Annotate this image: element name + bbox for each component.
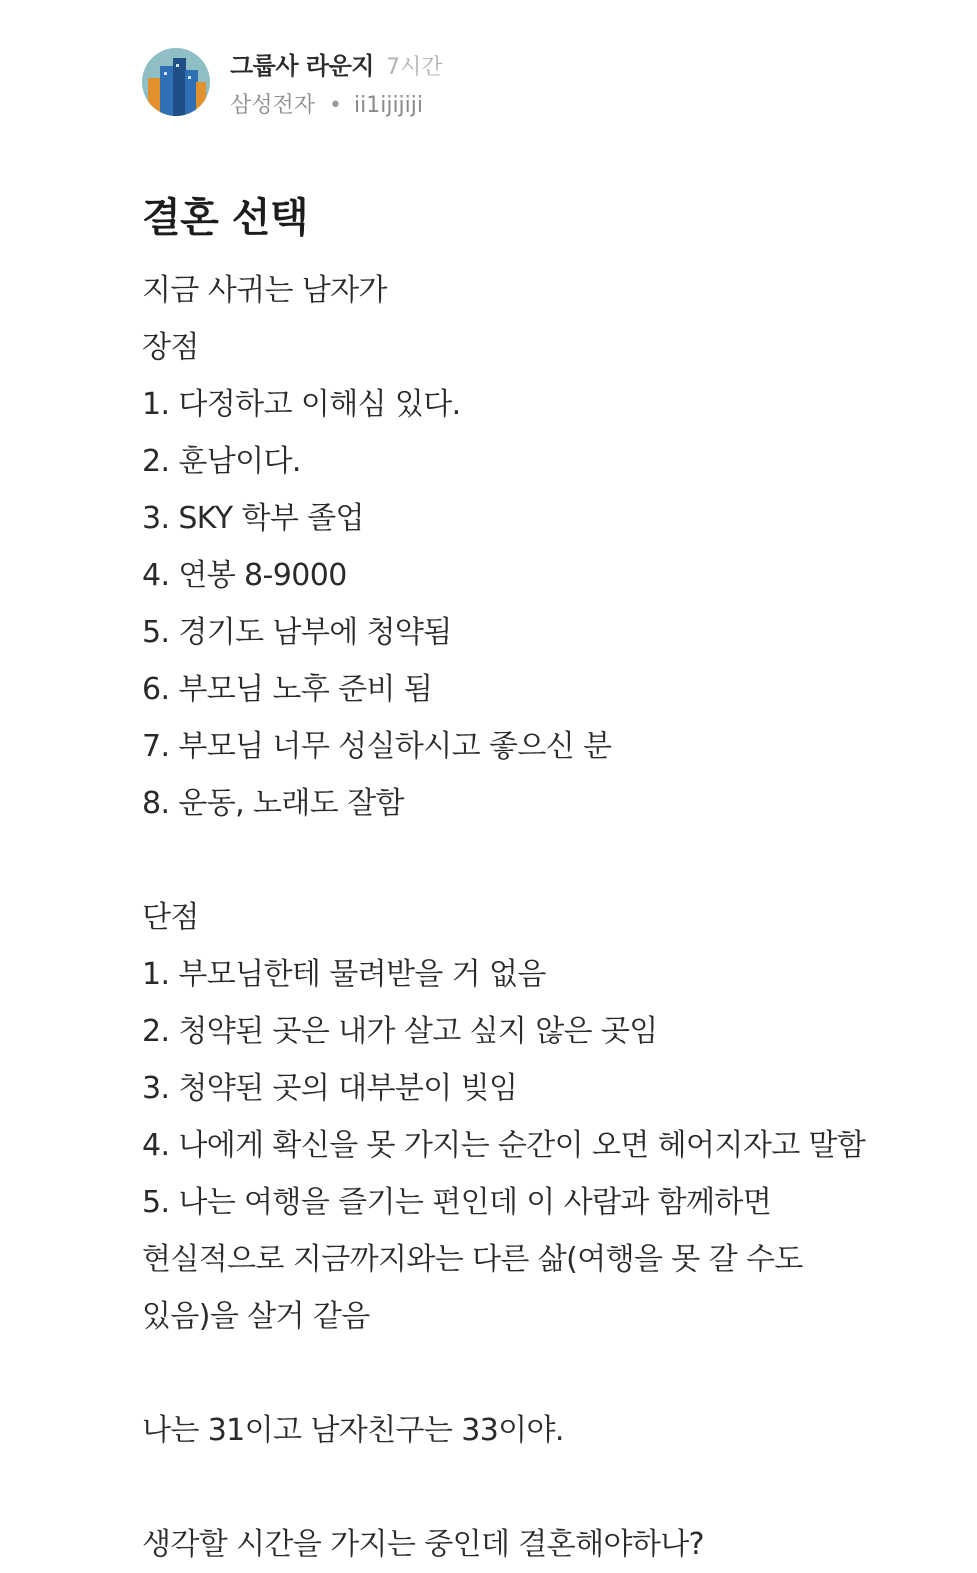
post-body [142,262,942,1573]
post-time: 7시간 [385,55,443,80]
question-line: 생각할 시간을 가지는 중인데 결혼해야하나? [142,1527,704,1562]
pros-item: 1. 다정하고 이해심 있다. [142,387,461,422]
paragraph-gap [142,832,942,889]
cons-item: 5. 나는 여행을 즐기는 편인데 이 사람과 함께하면 [142,1185,772,1220]
cons-item: 4. 나에게 확신을 못 가지는 순간이 오면 헤어지자고 말함 [142,1128,866,1163]
paragraph-gap [142,1459,942,1516]
pros-heading: 장점 [142,330,199,365]
paragraph-gap [142,1345,942,1402]
cons-item-continued: 있음)을 살거 같음 [142,1299,370,1334]
post-title: 결혼 선택 [142,195,308,241]
pros-item: 6. 부모님 노후 준비 됨 [142,672,433,707]
author-company: 삼성전자 [230,93,316,118]
cons-item-continued: 현실적으로 지금까지와는 다른 삶(여행을 못 갈 수도 [142,1242,803,1277]
pros-item: 8. 운동, 노래도 잘함 [142,786,404,821]
cons-item: 1. 부모님한테 물려받을 거 없음 [142,957,546,992]
pros-item: 4. 연봉 8-9000 [142,558,347,593]
separator-dot: • [329,93,342,118]
cons-heading: 단점 [142,900,199,935]
author-nickname[interactable]: ii1ijijiji [354,93,424,118]
pros-item: 5. 경기도 남부에 청약됨 [142,615,452,650]
board-name[interactable]: 그룹사 라운지 [230,52,374,80]
pros-item: 7. 부모님 너무 성실하시고 좋으신 분 [142,729,612,764]
post-header [142,44,842,118]
city-buildings-icon [142,48,210,116]
pros-item: 2. 훈남이다. [142,444,301,479]
cons-item: 3. 청약된 곳의 대부분이 빚임 [142,1071,518,1106]
ages-line: 나는 31이고 남자친구는 33이야. [142,1413,564,1448]
intro-line: 지금 사귀는 남자가 [142,273,387,308]
cons-item: 2. 청약된 곳은 내가 살고 싶지 않은 곳임 [142,1014,658,1049]
avatar[interactable] [142,48,210,116]
pros-item: 3. SKY 학부 졸업 [142,501,364,536]
